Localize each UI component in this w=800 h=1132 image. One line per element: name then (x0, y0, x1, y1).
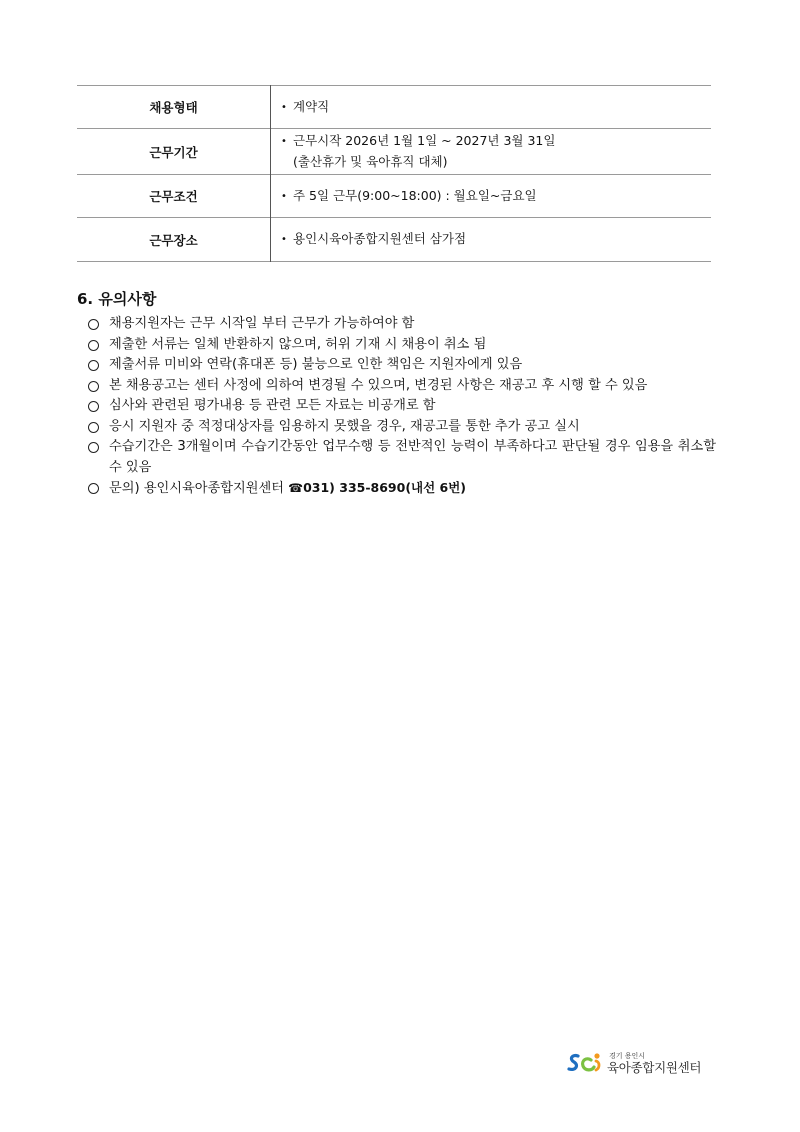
contact-phone: 031) 335-8690(내선 6번) (303, 480, 467, 495)
row-label: 채용형태 (77, 86, 271, 129)
table-row (77, 175, 711, 218)
logo-subtitle: 경기 용인시 (609, 1051, 646, 1060)
row-label: 근무기간 (77, 129, 271, 175)
row-value (271, 86, 712, 129)
list-item (88, 335, 716, 356)
circle-bullet-icon (88, 422, 99, 433)
bullet-icon: • (281, 234, 287, 245)
note-text: 심사와 관련된 평가내용 등 관련 모든 자료는 비공개로 함 (109, 398, 436, 413)
note-text: 본 채용공고는 센터 사정에 의하여 변경될 수 있으며, 변경된 사항은 재공고 후 시행 할 수 있음 (109, 377, 648, 393)
row-label: 근무조건 (77, 175, 271, 218)
bullet-icon: • (281, 190, 287, 202)
table-row (77, 218, 711, 262)
note-text: 수습기간은 3개월이며 수습기간동안 업무수행 등 전반적인 능력이 부족하다고 판단될 경우 임용을 취소할 수 있음 (109, 439, 716, 475)
circle-bullet-icon (88, 442, 99, 453)
employment-info-table (77, 85, 711, 262)
circle-bullet-icon (88, 381, 99, 392)
circle-bullet-icon (88, 319, 99, 330)
value-text: 계약직 (293, 98, 330, 114)
contact-item (88, 478, 716, 500)
list-item (88, 314, 716, 335)
list-item (88, 396, 716, 417)
circle-bullet-icon (88, 360, 99, 371)
table-row (77, 129, 711, 175)
list-item (88, 376, 716, 397)
note-text: 응시 지원자 중 적정대상자를 임용하지 못했을 경우, 재공고를 통한 추가 공고 실시 (109, 418, 580, 434)
note-text: 제출한 서류는 일체 반환하지 않으며, 허위 기재 시 채용이 취소 됨 (109, 336, 487, 352)
list-item (88, 355, 716, 376)
list-item (88, 437, 716, 478)
logo-mark-icon (567, 1050, 603, 1074)
notes-list (88, 314, 716, 500)
contact-label: 문의) 용인시육아종합지원센터 (109, 481, 289, 496)
logo-title: 육아종합지원센터 (607, 1059, 702, 1075)
row-value (271, 175, 712, 218)
row-value (271, 218, 712, 262)
bullet-icon: • (281, 136, 287, 147)
center-logo (567, 1050, 701, 1074)
value-text: (출산휴가 및 육아휴직 대체) (293, 154, 448, 169)
note-text: 제출서류 미비와 연락(휴대폰 등) 불능으로 인한 책임은 지원자에게 있음 (109, 357, 523, 372)
bullet-icon: • (281, 101, 287, 113)
circle-bullet-icon (88, 401, 99, 412)
circle-bullet-icon (88, 340, 99, 351)
value-text: 주 5일 근무(9:00~18:00) : 월요일~금요일 (293, 187, 537, 203)
table-row (77, 86, 711, 129)
value-text: 근무시작 2026년 1월 1일 ~ 2027년 3월 31일 (293, 133, 556, 148)
section-heading: 6. 유의사항 (77, 290, 157, 308)
value-text: 용인시육아종합지원센터 삼가점 (293, 231, 467, 246)
circle-bullet-icon (88, 483, 99, 494)
row-label: 근무장소 (77, 218, 271, 262)
phone-icon: ☎ (288, 481, 304, 495)
list-item (88, 417, 716, 438)
note-text: 채용지원자는 근무 시작일 부터 근무가 가능하여야 함 (109, 316, 415, 331)
row-value (271, 129, 712, 175)
